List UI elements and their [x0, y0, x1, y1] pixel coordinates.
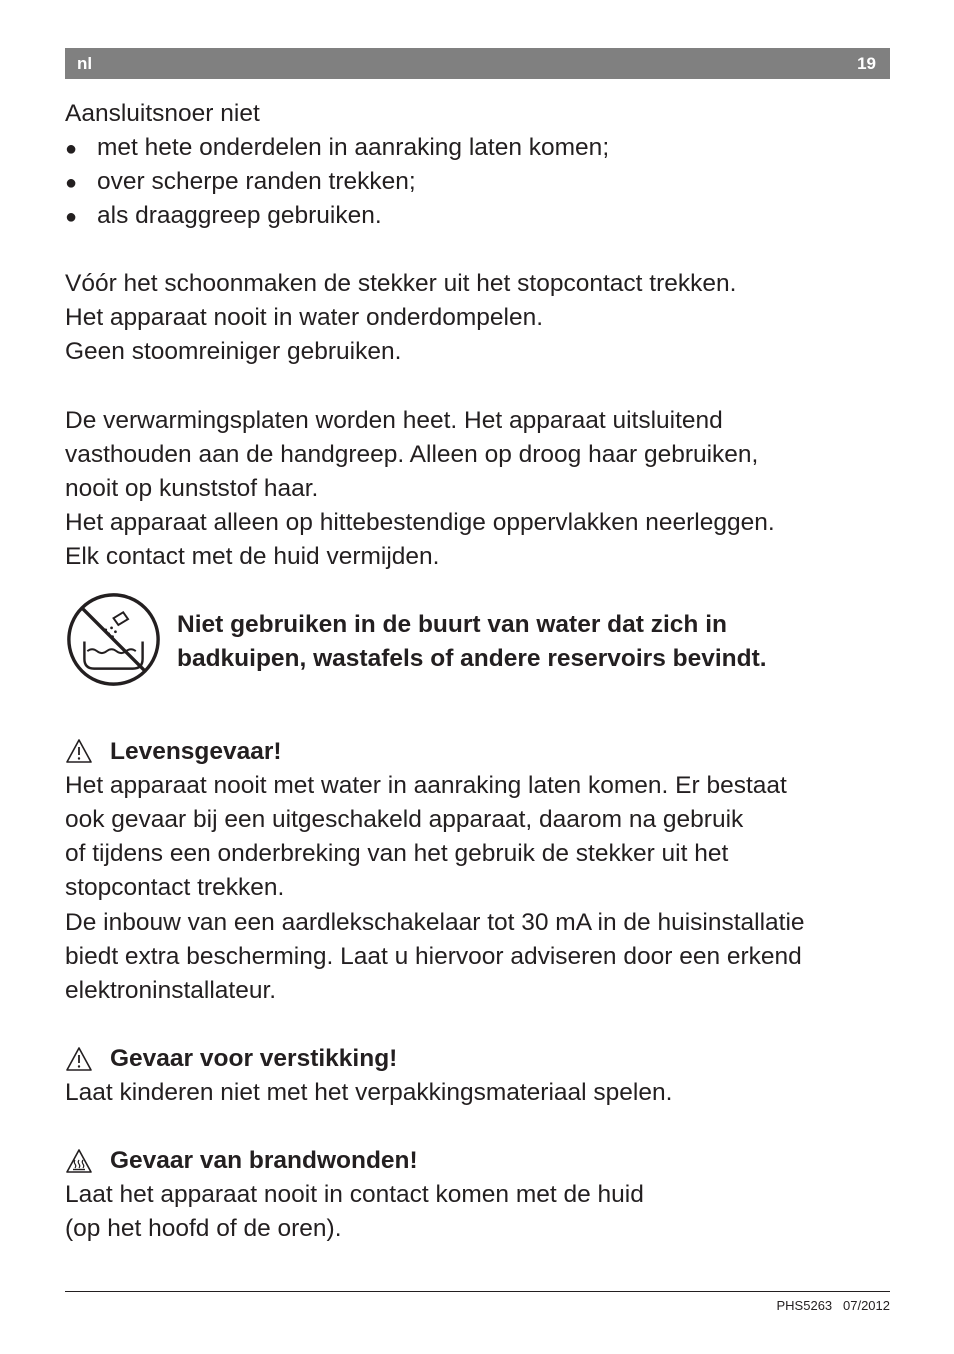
- suffocation-line-1: Laat kinderen niet met het verpakkingsmateriaal spelen.: [65, 1079, 673, 1106]
- cord-bullet-1: ● met hete onderdelen in aanraking laten komen;: [65, 134, 610, 161]
- danger-line-5: De inbouw van een aardlekschakelaar tot 30 mA in de huisinstallatie: [65, 909, 805, 936]
- danger-line-2: ook gevaar bij een uitgeschakeld apparaat, daarom na gebruik: [65, 806, 744, 833]
- cleaning-line-1: Vóór het schoonmaken de stekker uit het stopcontact trekken.: [65, 270, 737, 297]
- cord-bullet-2: ● over scherpe randen trekken;: [65, 168, 416, 195]
- page-number: 19: [857, 54, 876, 73]
- cleaning-line-3: Geen stoomreiniger gebruiken.: [65, 338, 402, 365]
- burns-line-2: (op het hoofd of de oren).: [65, 1215, 342, 1242]
- page-header: [65, 48, 890, 79]
- water-warning-line-2: badkuipen, wastafels of andere reservoirs bevindt.: [177, 645, 767, 672]
- danger-title: Levensgevaar!: [110, 738, 282, 765]
- danger-line-1: Het apparaat nooit met water in aanraking laten komen. Er bestaat: [65, 772, 787, 799]
- plates-line-4: Het apparaat alleen op hittebestendige oppervlakken neerleggen.: [65, 509, 775, 536]
- document-date: 07/2012: [843, 1298, 890, 1313]
- danger-line-4: stopcontact trekken.: [65, 874, 285, 901]
- danger-line-3: of tijdens een onderbreking van het gebruik de stekker uit het: [65, 840, 729, 867]
- plates-line-2: vasthouden aan de handgreep. Alleen op droog haar gebruiken,: [65, 441, 759, 468]
- water-warning-line-1: Niet gebruiken in de buurt van water dat zich in: [177, 611, 727, 638]
- warning-triangle-icon: [65, 738, 93, 764]
- plates-line-1: De verwarmingsplaten worden heet. Het apparaat uitsluitend: [65, 407, 723, 434]
- footer-info: [777, 1298, 891, 1313]
- plates-line-5: Elk contact met de huid vermijden.: [65, 543, 440, 570]
- warning-triangle-icon: [65, 1046, 93, 1072]
- burns-title: Gevaar van brandwonden!: [110, 1147, 418, 1174]
- no-water-icon: [65, 591, 162, 688]
- language-code: nl: [77, 54, 93, 73]
- cord-bullet-3: ● als draaggreep gebruiken.: [65, 202, 382, 229]
- cord-intro: Aansluitsnoer niet: [65, 100, 260, 127]
- footer-divider: [65, 1291, 890, 1292]
- cleaning-line-2: Het apparaat nooit in water onderdompelen.: [65, 304, 544, 331]
- model-number: PHS5263: [776, 1298, 833, 1313]
- danger-line-7: elektroninstallateur.: [65, 977, 277, 1004]
- suffocation-title: Gevaar voor verstikking!: [110, 1045, 398, 1072]
- burns-line-1: Laat het apparaat nooit in contact komen met de huid: [65, 1181, 644, 1208]
- hot-surface-icon: [65, 1148, 93, 1174]
- danger-line-6: biedt extra bescherming. Laat u hiervoor adviseren door een erkend: [65, 943, 802, 970]
- plates-line-3: nooit op kunststof haar.: [65, 475, 319, 502]
